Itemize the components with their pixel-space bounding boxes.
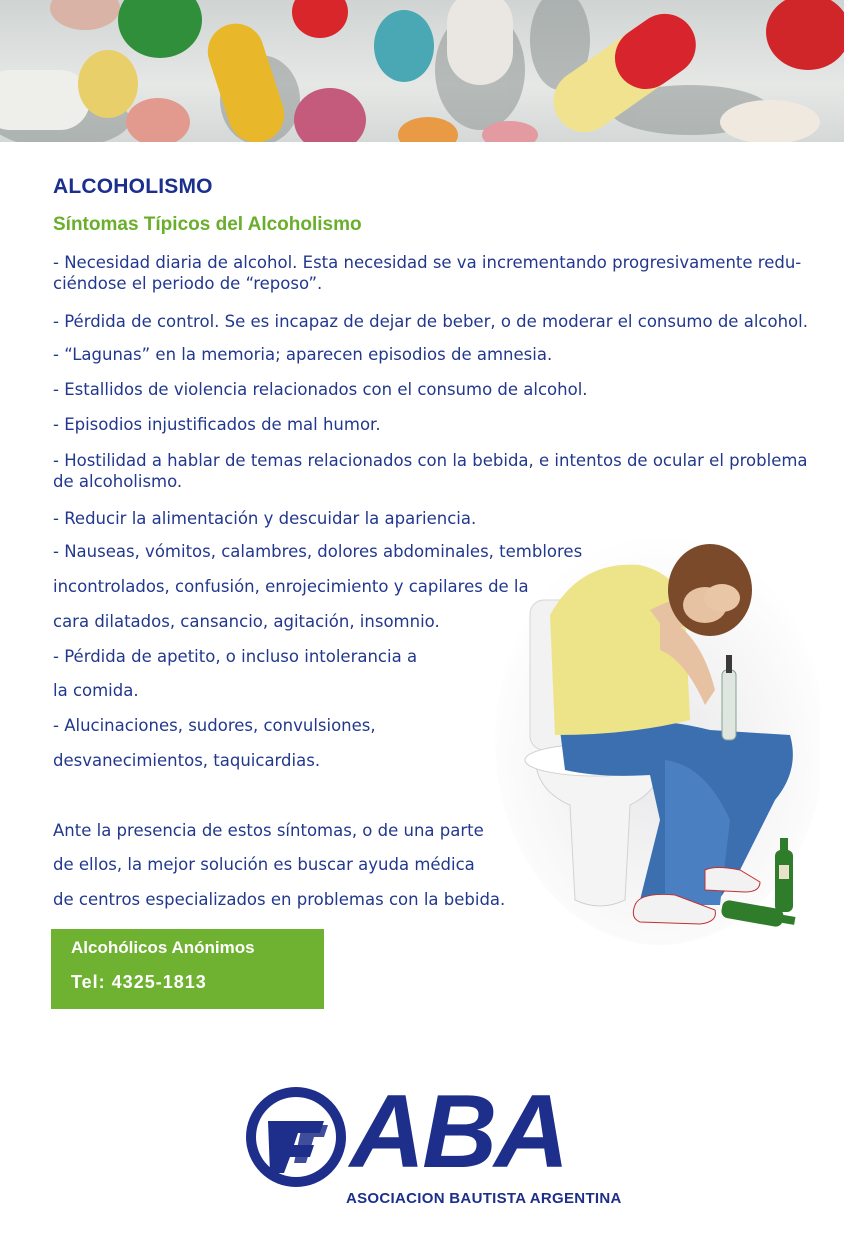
symptom-line: de alcoholismo.	[53, 472, 183, 491]
contact-box	[51, 929, 324, 1009]
symptom-line: - “Lagunas” en la memoria; aparecen episodios de amnesia.	[53, 345, 553, 364]
contact-name: Alcohólicos Anónimos	[71, 938, 255, 957]
symptom-line: cara dilatados, cansancio, agitación, insomnio.	[53, 612, 440, 631]
symptom-line: - Estallidos de violencia relacionados con el consumo de alcohol.	[53, 380, 588, 399]
symptom-line: - Pérdida de control. Se es incapaz de dejar de beber, o de moderar el consumo de alcohol.	[53, 312, 808, 331]
symptom-line: desvanecimientos, taquicardias.	[53, 751, 321, 770]
symptom-line: - Nauseas, vómitos, calambres, dolores abdominales, temblores	[53, 542, 583, 561]
pills-banner-image	[0, 0, 844, 142]
symptom-line: - Necesidad diaria de alcohol. Esta necesidad se va incrementando progresivamente redu-	[53, 253, 802, 272]
advice-line: Ante la presencia de estos síntomas, o de una parte	[53, 821, 484, 840]
symptom-line: ciéndose el periodo de “reposo”.	[53, 274, 323, 293]
advice-line: de ellos, la mejor solución es buscar ayuda médica	[53, 855, 475, 874]
symptom-line: - Hostilidad a hablar de temas relacionados con la bebida, e intentos de ocular el problema	[53, 451, 808, 470]
symptom-line: incontrolados, confusión, enrojecimiento y capilares de la	[53, 577, 529, 596]
logo-tagline: ASOCIACION BAUTISTA ARGENTINA	[346, 1190, 622, 1207]
contact-phone: Tel: 4325-1813	[71, 972, 207, 992]
symptom-line: - Episodios injustificados de mal humor.	[53, 415, 381, 434]
advice-line: de centros especializados en problemas con la bebida.	[53, 890, 506, 909]
page-title: ALCOHOLISMO	[53, 175, 213, 198]
person-on-toilet-illustration	[490, 520, 820, 950]
section-subtitle: Síntomas Típicos del Alcoholismo	[53, 214, 362, 235]
logo-wordmark: ABA	[350, 1074, 567, 1190]
symptom-line: - Reducir la alimentación y descuidar la apariencia.	[53, 509, 477, 528]
symptom-line: - Alucinaciones, sudores, convulsiones,	[53, 716, 376, 735]
symptom-line: - Pérdida de apetito, o incluso intolerancia a	[53, 647, 418, 666]
symptom-line: la comida.	[53, 681, 139, 700]
